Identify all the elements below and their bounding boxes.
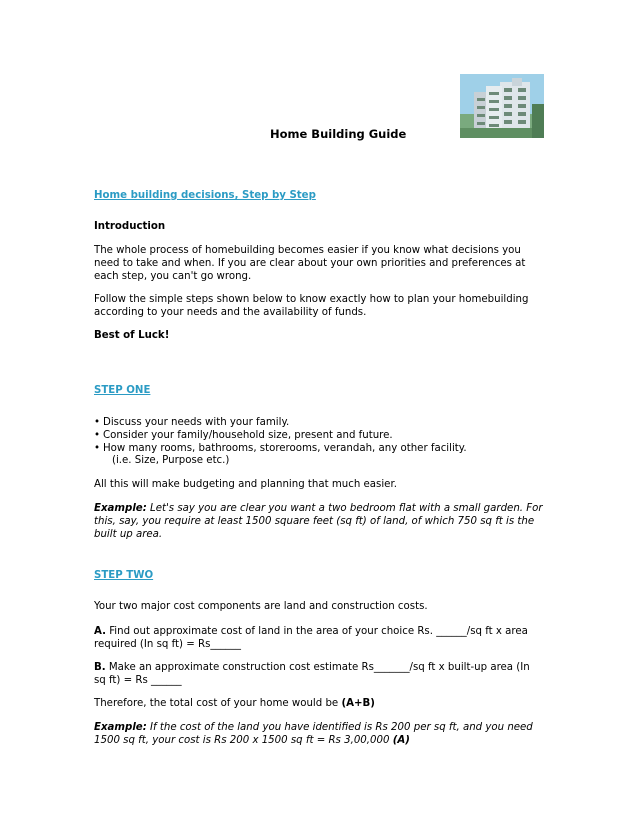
total-text: Therefore, the total cost of your home would be [94,698,342,709]
list-item-subtext: (i.e. Size, Purpose etc.) [112,455,230,467]
example-label: Example: [94,722,147,733]
closing-line: Best of Luck! [94,330,170,341]
step-two-item-b [94,662,544,688]
example-text: If the cost of the land you have identified is Rs 200 per sq ft, and you need 1500 sq ft, your cost is Rs 200 x 1500 sq ft = Rs 3,00,000 [94,722,533,746]
step-two-example [94,722,544,748]
step-one-summary: All this will make budgeting and planning that much easier. [94,479,397,490]
step-one-example [94,503,544,541]
document-title: Home Building Guide [270,127,407,141]
step-two-total [94,698,544,711]
list-item [94,443,544,469]
step-two-item-a [94,626,544,652]
step-two-heading[interactable]: STEP TWO [94,570,154,581]
section-link[interactable]: Home building decisions, Step by Step [94,190,316,201]
example-text: Let's say you are clear you want a two bedroom flat with a small garden. For this, say, you require at least 1500 square feet (sq ft) of land, of which 750 sq ft is the built up area. [94,503,543,540]
step-one-bullet-list [94,417,544,468]
intro-paragraph-1: The whole process of homebuilding becomes easier if you know what decisions you need to take and when. If you are clear about your own priorities and preferences at each step, you can't go wrong. [94,245,526,282]
example-end: (A) [392,734,410,746]
building-photo [460,74,544,138]
item-a-text: Find out approximate cost of land in the area of your choice Rs. ______/sq ft x area required (In sq ft) = Rs______ [94,626,528,650]
step-two-intro: Your two major cost components are land and construction costs. [94,601,428,612]
list-item: • Discuss your needs with your family. [94,417,544,430]
intro-paragraph-2: Follow the simple steps shown below to know exactly how to plan your homebuilding according to your needs and the availability of funds. [94,294,529,318]
example-label: Example: [94,503,147,514]
list-item: • Consider your family/household size, present and future. [94,430,544,443]
item-b-label: B. [94,662,106,673]
step-one-heading[interactable]: STEP ONE [94,385,151,396]
item-a-label: A. [94,626,106,637]
item-b-text: Make an approximate construction cost estimate Rs_______/sq ft x built-up area (In sq ft) = Rs ______ [94,662,530,686]
step-one-list-block [94,417,544,468]
intro-heading: Introduction [94,221,166,232]
total-bold: (A+B) [341,698,375,709]
list-item-text: How many rooms, bathrooms, storerooms, verandah, any other facility. [103,442,467,454]
